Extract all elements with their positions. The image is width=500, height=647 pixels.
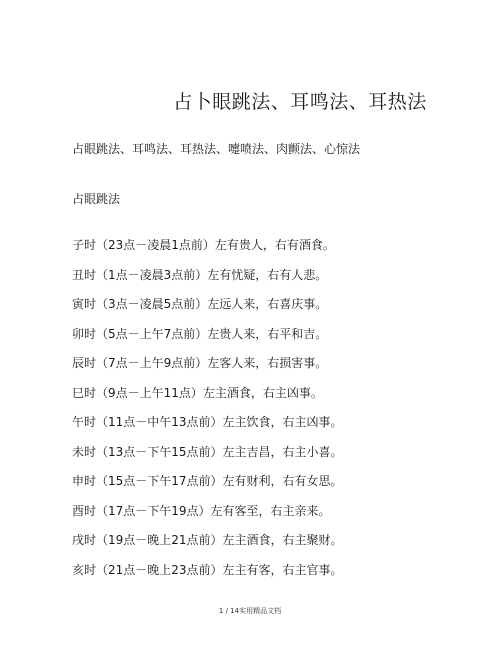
- list-item: 卯时（5点－上午7点前）左贵人来，右平和吉。: [72, 326, 328, 341]
- list-item: 未时（13点－下午15点前）左主吉昌，右主小喜。: [72, 444, 343, 459]
- list-item: 丑时（1点－凌晨3点前）左有忧疑，右有人悲。: [72, 267, 328, 282]
- document-title: 占卜眼跳法、耳鸣法、耳热法: [173, 91, 427, 113]
- list-item: 巳时（9点－上午11点）左主酒食，右主凶事。: [72, 385, 323, 400]
- list-item: 午时（11点－中午13点前）左主饮食，右主凶事。: [72, 415, 343, 429]
- divination-list: [72, 236, 343, 590]
- section-heading: 占眼跳法: [72, 192, 121, 206]
- list-item: 寅时（3点－凌晨5点前）左远人来，右喜庆事。: [72, 297, 328, 311]
- list-item: 子时（23点－凌晨1点前）左有贵人，右有酒食。: [72, 238, 335, 252]
- list-item: 辰时（7点－上午9点前）左客人来，右损害事。: [72, 356, 328, 370]
- list-item: 酉时（17点－下午19点）左有客至，右主亲来。: [72, 503, 331, 518]
- list-item: 戌时（19点－晚上21点前）左主酒食，右主聚财。: [72, 533, 343, 547]
- page-footer: 1 / 14实用精品文档: [218, 607, 282, 615]
- document-subtitle: 占眼跳法、耳鸣法、耳热法、嚏喷法、肉颤法、心惊法: [72, 142, 361, 156]
- list-item: 亥时（21点－晚上23点前）左主有客，右主官事。: [72, 562, 343, 577]
- list-item: 申时（15点－下午17点前）左有财利，右有女思。: [72, 474, 343, 488]
